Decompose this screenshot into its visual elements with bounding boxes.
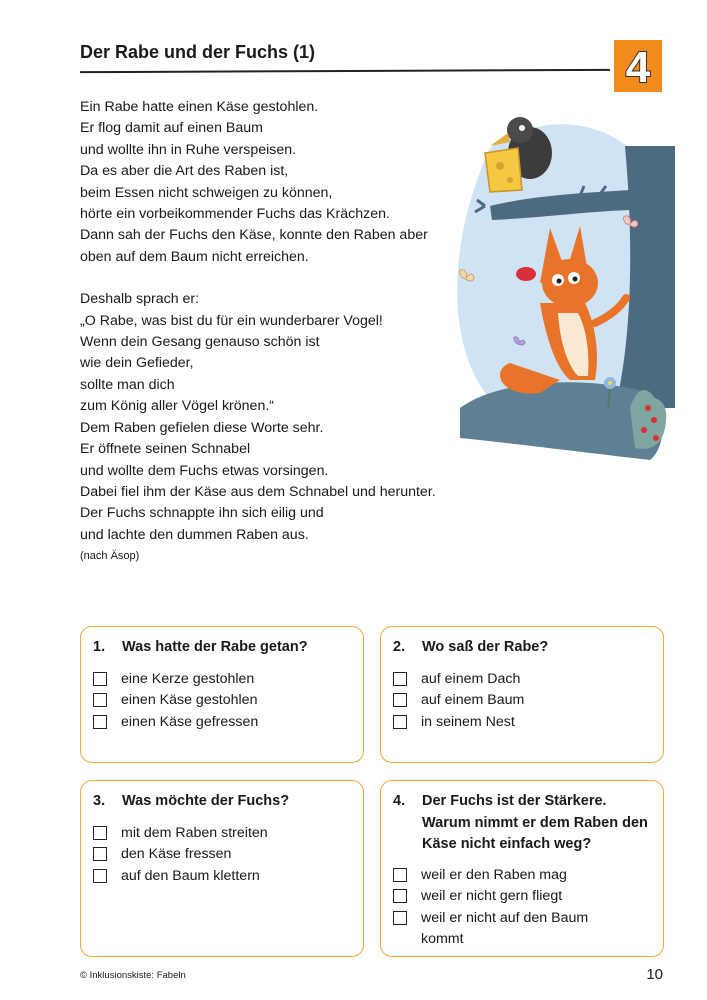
question-text: Was möchte der Fuchs? [122,793,290,809]
question-box-2 [380,626,664,763]
story-line: „O Rabe, was bist du für ein wunderbarer Vogel! [80,312,383,329]
checkbox[interactable] [393,889,407,903]
answer-option [393,669,655,690]
story-line: wie dein Gefieder, [80,355,194,372]
option-label: eine Kerze gestohlen [121,671,255,687]
checkbox[interactable] [93,693,107,707]
option-label: weil er den Raben mag [421,867,567,883]
story-line: beim Essen nicht schweigen zu können, [80,184,333,201]
answer-option [93,844,355,865]
option-label: den Käse fressen [121,846,232,863]
story-line: und lachte den dummen Raben aus. [80,526,309,543]
page-number: 10 [646,966,663,983]
option-label: einen Käse gestohlen [121,692,258,709]
story-line: und wollte dem Fuchs etwas vorsingen. [80,462,329,479]
answer-option [93,669,355,690]
question-number: 3. [93,793,106,809]
checkbox[interactable] [93,847,107,861]
question-box-4 [380,780,664,957]
story-line: zum König aller Vögel krönen.“ [80,398,274,415]
story-line: sollte man dich [80,376,175,393]
question-box-3 [80,780,364,957]
checkbox[interactable] [93,672,107,686]
option-label: weil er nicht auf den Baum kommt [421,909,589,948]
checkbox[interactable] [93,869,107,883]
option-label: auf einem Dach [421,671,521,687]
option-label: in seinem Nest [421,713,515,730]
chapter-number: 4 [625,43,651,92]
story-line: Er flog damit auf einen Baum [80,120,263,137]
cheese-icon [485,148,522,192]
question-text: Der Fuchs ist der Stärkere. Warum nimmt er dem Raben den Käse nicht einfach weg? [422,793,648,852]
answer-option [93,866,355,887]
answer-option [393,908,655,951]
option-label: weil er nicht gern fliegt [421,888,563,905]
question-number: 4. [393,793,406,809]
copyright-footer: © Inklusionskiste: Fabeln [80,970,186,981]
question-number: 2. [393,639,406,655]
checkbox[interactable] [93,715,107,729]
title-rule [80,69,610,73]
question-text: Wo saß der Rabe? [422,639,549,655]
answer-option [393,690,655,711]
answer-option [393,712,655,733]
checkbox[interactable] [393,715,407,729]
checkbox[interactable] [93,826,107,840]
option-label: einen Käse gefressen [121,713,259,730]
source-note: (nach Äsop) [80,550,140,562]
checkbox[interactable] [393,868,407,882]
story-line: hörte ein vorbeikommender Fuchs das Krächzen. [80,206,390,223]
story-line: Dann sah der Fuchs den Käse, konnte den Raben aber [80,227,428,244]
checkbox[interactable] [393,672,407,686]
checkbox[interactable] [393,911,407,925]
answer-option [393,865,655,886]
story-line: Da es aber die Art des Raben ist, [80,163,289,180]
story-line: Ein Rabe hatte einen Käse gestohlen. [80,99,319,115]
raven-fox-illustration [430,108,675,480]
answer-option [93,690,355,711]
story-line: Er öffnete seinen Schnabel [80,441,251,458]
story-line: und wollte ihn in Ruhe verspeisen. [80,141,297,158]
checkbox[interactable] [393,693,407,707]
answer-option [393,886,655,907]
story-line: Dabei fiel ihm der Käse aus dem Schnabel und herunter. [80,483,436,500]
option-label: auf den Baum klettern [121,867,260,884]
story-line: Der Fuchs schnappte ihn sich eilig und [80,505,324,522]
page-title: Der Rabe und der Fuchs (1) [80,42,316,62]
question-box-1 [80,626,364,763]
story-line: oben auf dem Baum nicht erreichen. [80,248,309,265]
question-text: Was hatte der Rabe getan? [122,639,308,655]
question-number: 1. [93,639,106,655]
story-line: Deshalb sprach er: [80,291,200,308]
chapter-badge [614,40,662,92]
option-label: mit dem Raben streiten [121,825,268,841]
story-line: Wenn dein Gesang genauso schön ist [80,334,320,351]
answer-option [93,712,355,733]
answer-option [93,823,355,844]
option-label: auf einem Baum [421,692,525,709]
story-line: Dem Raben gefielen diese Worte sehr. [80,419,324,436]
